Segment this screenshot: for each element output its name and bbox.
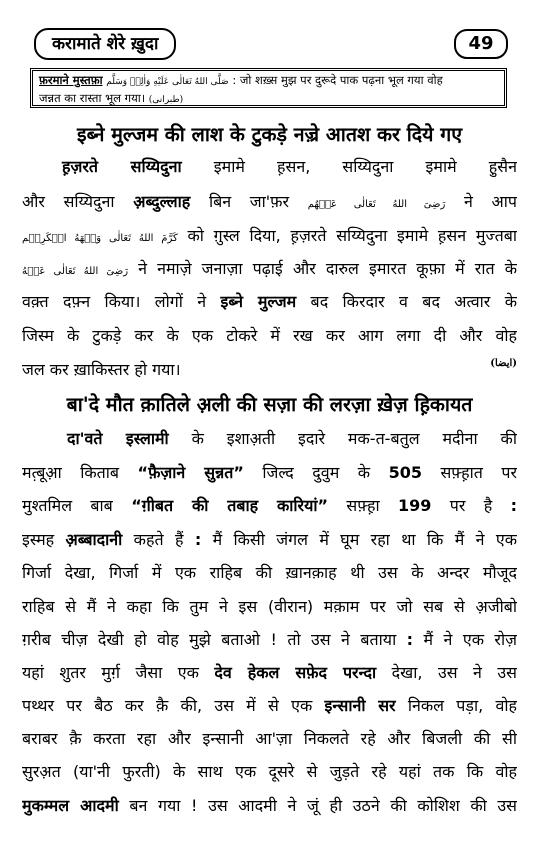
hadith-text-2: जन्नत का रास्ता भूल गया। [39, 91, 146, 105]
para2-line-3: मुश्तमिल बाब “ग़ीबत की तबाह कारियां” सफ़्ह़ा 199 पर है : [22, 496, 517, 515]
para2-line-7: ग़रीब चीज़ देखी हो वोह मुझे बताओ ! तो उस ने बताया : मैं ने एक रोज़ [22, 630, 517, 649]
honorific-arabic: رَضِیَ اللهُ تَعَالٰی عَنۡهُ [22, 266, 129, 277]
hadith-line-2 [39, 90, 498, 108]
section-heading-2: बा'दे मौत क़ातिले अ़ली की सज़ा की लरज़ा ख़ेज़ ह़िकायत [66, 393, 473, 416]
para2-line-12: मुकम्मल आदमी बन गया ! उस आदमी ने जूं ही उठने की कोशिश की उस [22, 796, 517, 815]
hadith-label: फ़रमाने मुस्तफ़ा [39, 73, 103, 87]
honorific-arabic: رَضِیَ اللهُ تَعَالٰی عَنۡھُم [307, 199, 446, 210]
para1-line-1: ह़ज़रते सय्यिदुना इमामे ह़सन, सय्यिदुना इमामे हु़सैन [62, 157, 517, 176]
para2-line-8: यहां शुतर मुर्ग़ जैसा एक देव हेकल सफ़ेद परन्दा देखा, उस ने उस [22, 663, 517, 682]
para1-line-4: رَضِیَ اللهُ تَعَالٰی عَنۡهُ ने नमाज़े जनाज़ा पढ़ाई और दारुल इमारत कूफ़ा में रात के [22, 259, 517, 278]
para1-line-5: वक़्त दफ़्न किया। लोगों ने इब्ने मुल्जम बद किरदार व बद अत्वार के [22, 292, 517, 311]
running-header-title: करामाते शेरे ख़ुदा [34, 28, 176, 60]
para2-line-4: इस्मह अ़ब्बादानी कहते हैं : मैं किसी जंगल में घूम रहा था कि मैं ने एक [22, 530, 517, 549]
hadith-text-1: : जो शख़्स मुझ पर दुरूदे पाक पढ़ना भूल गया वोह [232, 73, 443, 87]
para2-line-6: राहिब से मैं ने कहा कि तुम ने इस (वीरान) मक़ाम पर जो सब से अ़जीबो [22, 597, 517, 616]
para1-line-3: کَرَّمَ اللهُ تَعَالٰی وَجۡھَهُ الۡکَرِیۡم को ग़ुस्ल दिया, ह़ज़रते सय्यिदुना इमामे ह़सन मुज्तबा [22, 226, 517, 245]
para1-line-2: और सय्यिदुना अ़ब्दुल्लाह बिन जा'फ़र رَضِیَ اللهُ تَعَالٰی عَنۡھُم ने आप [22, 192, 517, 211]
para2-line-5: गिर्जा देखा, गिर्जा में एक राहिब की ख़ानक़ाह थी उस के अन्दर मौजूद [22, 563, 517, 582]
para2-line-11: सुरअ़त (या'नी फुरती) के साथ एक दूसरे से जुड़ते रहे यहां तक कि वोह [22, 762, 517, 781]
page-number: 49 [454, 29, 508, 59]
hadith-line-1 [39, 72, 498, 90]
para1-line-6: जिस्म के टुकड़े कर के एक टोकरे में रख कर आग लगा दी और वोह [22, 326, 517, 345]
hadith-source: (طبرانی) [148, 95, 184, 105]
salutation-arabic: صَلَّى اللهُ تَعَالٰى عَلَيْهِ وَاٰلِهٖ وَسَلَّم [106, 77, 229, 87]
hadith-box [30, 68, 507, 108]
honorific-arabic: کَرَّمَ اللهُ تَعَالٰی وَجۡھَهُ الۡکَرِیۡم [22, 233, 178, 244]
para2-line-10: बराबर क़ै करता रहा और इन्सानी आ'ज़ा निकलते रहे और बिजली की सी [22, 729, 517, 748]
para1-line-7: जल कर ख़ाकिस्तर हो गया। (ایضاً) [22, 358, 517, 379]
section-heading-1: इब्ने मुल्जम की लाश के टुकड़े नज़्रे आतश कर दिये गए [77, 123, 462, 146]
para2-line-1: दा'वते इस्लामी के इशाअ़ती इदारे मक-त-बतुल मदीना की [67, 429, 517, 448]
para2-line-2: मत़्बूआ़ किताब “फ़ैज़ाने सुन्नत” जिल्द दुवुम के 505 सफ़्ह़ात पर [22, 463, 517, 482]
reference-ibid: (ایضاً) [490, 358, 517, 369]
para2-line-9: पथ्थर पर बैठ कर क़ै की, उस में से एक इन्सानी सर निकल पड़ा, वोह [22, 696, 517, 715]
